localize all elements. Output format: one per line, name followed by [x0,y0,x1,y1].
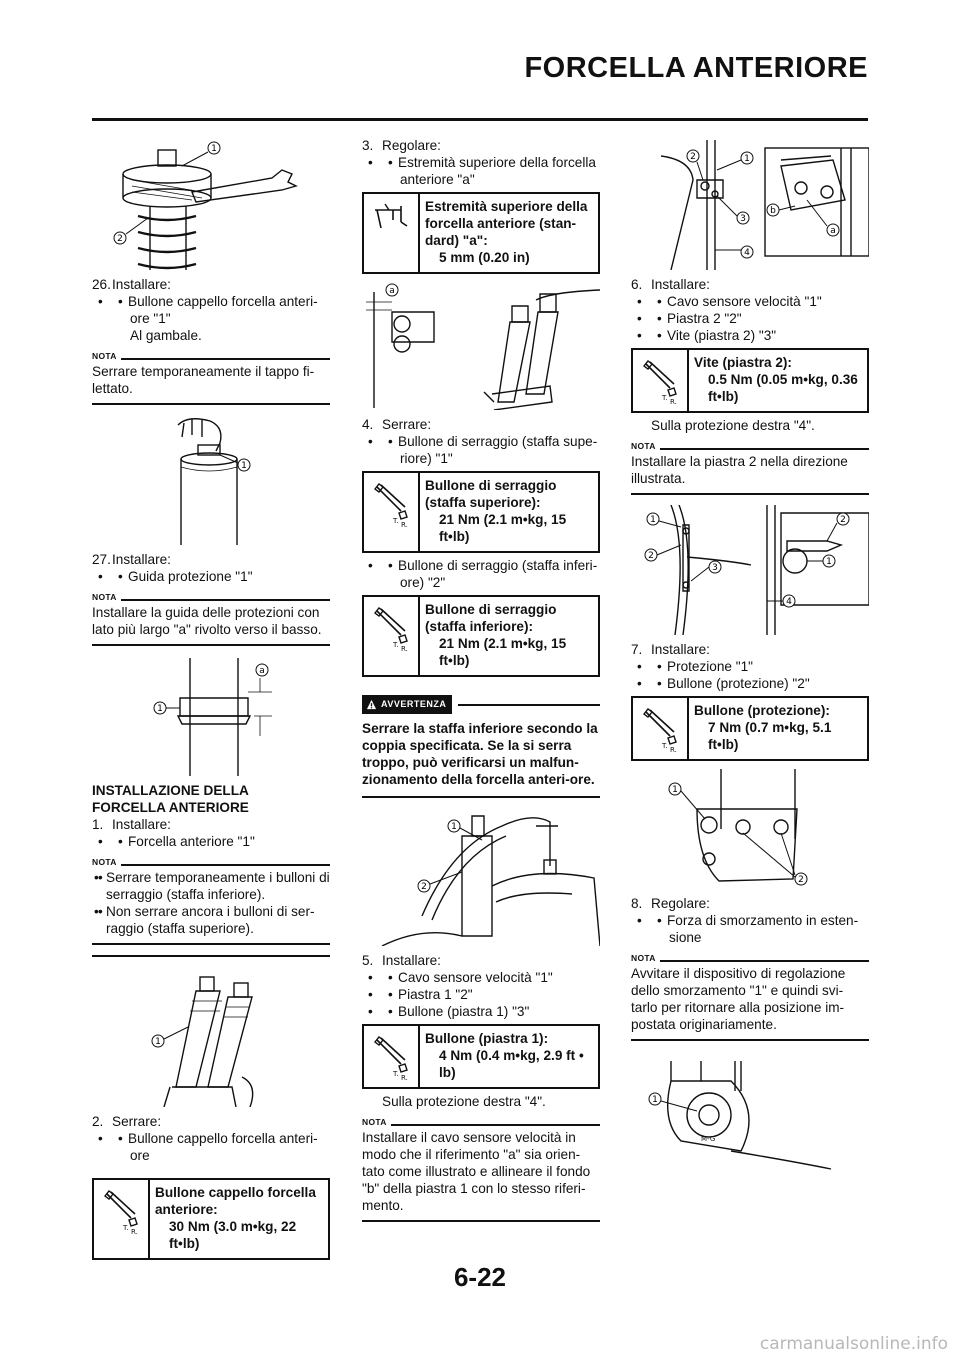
callout-1-right [807,555,835,567]
svg-text:1: 1 [744,154,750,164]
nota-4-text: Installare il cavo sensore velocità in modo che il riferimento "a" sia orien-tato come illustrato e allineare il fondo "b" della piastra 1 con lo stesso riferi-mento. [362,1130,591,1213]
torque-wrench-icon [364,1026,420,1087]
nota-3-bullet-1: • • Serrare temporaneamente i bulloni di serraggio (staffa inferiore). [92,869,330,903]
torque-wrench-icon [633,350,689,411]
step-6: 6. Installare: [631,277,710,292]
step-7: 7. Installare: [631,642,710,657]
spec-box-plate-2 [631,348,869,413]
nota-3: NOTA • • Serrare temporaneamente i bulloni di serraggio (staffa inferiore). • • Non serrare ancora i bulloni di ser-raggio (staffa superiore). [92,858,330,945]
title-rule [92,118,868,121]
callout-2 [687,150,703,180]
spec-value: ft•lb) [708,389,739,404]
spec-value: 30 Nm (3.0 m•kg, 22 [169,1219,297,1234]
svg-text:a: a [389,286,395,296]
step-6-bullet-1: • • Cavo sensore velocità "1" [631,293,869,310]
svg-text:3: 3 [740,214,746,224]
callout-1 [717,152,753,170]
spec-label: Bullone (protezione): [694,703,830,718]
column-2 [362,137,600,1232]
torque-wrench-icon [94,1180,150,1258]
footer-watermark-url: carmanualsonline.info [759,1334,948,1354]
svg-text:3: 3 [712,563,718,573]
nota-6: NOTA Avvitare il dispositivo di regolazione dello smorzamento "1" e quindi svi-tarlo per ritornare alla posizione im-postata originariamente. [631,954,869,1041]
step-1: 1. Installare: [92,817,171,832]
figure-damping-adjuster [631,1051,869,1181]
spec-label: dard) "a": [425,233,488,248]
svg-text:2: 2 [690,152,696,162]
svg-text:1: 1 [650,515,656,525]
nota-3-bullet-2: • • Non serrare ancora i bulloni di ser-raggio (staffa superiore). [92,903,330,937]
plate-2-direction-illustration [631,505,869,635]
fork-height-illustration [362,282,600,410]
step-3: 3. Regolare: [362,138,441,153]
warning-badge: AVVERTENZA [362,695,452,714]
spec-box-fork-top [362,192,600,274]
step-2: 2. Serrare: [92,1114,162,1129]
step-4-bullet-2-cont: ore) "2" [400,575,446,590]
mg-label: M-G [701,1135,716,1143]
warning-triangle-icon [366,699,377,710]
spec-label: Estremità superiore della [425,199,588,214]
spec-value: ft•lb) [169,1236,200,1251]
figure-fork-height [362,282,600,410]
sensor-cable-illustration [362,806,600,946]
svg-text:1: 1 [211,144,217,154]
callout-1 [649,1093,697,1111]
torque-wrench-icon [633,698,689,759]
step-4-bullet-1: • • Bullone di serraggio (staffa supe- [362,433,600,450]
spec-value: 21 Nm (2.1 m•kg, 15 [439,636,567,651]
section-heading-line2: FORCELLA ANTERIORE [92,800,249,815]
step-8-bullet-cont: sione [669,930,702,945]
figure-fork-cap-wrench [92,140,330,270]
spec-box-cap-bolt [92,1178,330,1260]
spec-label: Bullone cappello forcella [155,1185,316,1200]
fork-cap-wrench-illustration [92,140,330,270]
spec-label: Bullone di serraggio [425,478,557,493]
svg-text:2: 2 [840,515,846,525]
callout-1 [154,702,180,714]
spec-label: Vite (piastra 2): [694,355,792,370]
spec-label: anteriore: [155,1202,218,1217]
svg-text:1: 1 [241,461,247,471]
svg-text:a: a [830,226,836,236]
page-title: FORCELLA ANTERIORE [524,52,868,84]
figure-cap-hand [92,415,330,545]
spec-value: 0.5 Nm (0.05 m•kg, 0.36 [708,372,858,387]
svg-text:4: 4 [744,248,750,258]
figure-sensor-cable [362,806,600,946]
step-4-bullet-1-cont: riore) "1" [400,451,453,466]
nota-2: NOTA Installare la guida delle protezioni con lato più largo "a" rivolto verso il basso. [92,593,330,646]
callout-1 [448,820,482,840]
step-4-bullet-2: • • Bullone di serraggio (staffa inferi- [362,557,600,574]
column-1 [92,132,330,1264]
nota-1 [92,352,330,405]
step-3-bullet: • • Estremità superiore della forcella [362,154,600,171]
svg-text:b: b [770,206,776,216]
svg-text:1: 1 [672,785,678,795]
step-4: 4. Serrare: [362,417,432,432]
spec-label: Bullone di serraggio [425,602,557,617]
svg-text:2: 2 [421,882,427,892]
svg-text:1: 1 [155,1037,161,1047]
figure-sensor-plate-1 [631,140,869,270]
step-6-after: Sulla protezione destra "4". [651,418,815,433]
figure-plate-2-direction [631,505,869,635]
figure-protector-bolts [631,769,869,889]
svg-text:2: 2 [648,551,654,561]
step-7-bullet-2: • • Bullone (protezione) "2" [631,675,869,692]
warning-block [362,695,600,798]
callout-3 [691,561,721,581]
callout-a [807,200,839,236]
callout-2 [114,218,148,244]
spec-label: (staffa inferiore): [425,619,534,634]
callout-2 [743,833,807,885]
step-7-bullet-1: • • Protezione "1" [631,658,869,675]
nota-6-text: Avvitare il dispositivo di regolazione dello smorzamento "1" e quindi svi-tarlo per ritornare alla posizione im-postata originariamente. [631,966,846,1032]
spec-box-protector [631,696,869,761]
cap-hand-illustration [92,415,330,545]
svg-text:1: 1 [826,557,832,567]
spec-value: 5 mm (0.20 in) [439,250,530,265]
spec-value: 21 Nm (2.1 m•kg, 15 [439,512,567,527]
svg-text:1: 1 [652,1095,658,1105]
callout-1 [182,142,220,166]
figure-front-fork [92,967,330,1107]
figure-protector-guide [92,656,330,776]
front-fork-illustration [92,967,330,1107]
callout-1 [152,1027,188,1047]
callout-4 [715,246,753,258]
step-26-note: Al gambale. [130,328,202,343]
spec-value: ft•lb) [439,653,470,668]
step-26: 26.Installare: [92,277,171,292]
nota-5-text: Installare la piastra 2 nella direzione illustrata. [631,454,848,486]
step-5-bullet-3: • • Bullone (piastra 1) "3" [362,1003,600,1020]
callout-a [256,664,268,676]
svg-text:1: 1 [157,704,163,714]
step-1-bullet: • • Forcella anteriore "1" [92,833,330,850]
sensor-plate-1-illustration [631,140,869,270]
step-5-bullet-1: • • Cavo sensore velocità "1" [362,969,600,986]
step-26-bullet-cont: ore "1" [130,311,171,326]
torque-wrench-icon [364,597,420,675]
spec-label: Bullone (piastra 1): [425,1031,549,1046]
callout-2 [645,545,681,561]
step-5-after: Sulla protezione destra "4". [382,1094,546,1109]
spec-label: forcella anteriore (stan- [425,216,577,231]
nota-5: NOTA Installare la piastra 2 nella direzione illustrata. [631,442,869,495]
step-3-bullet-cont: anteriore "a" [400,172,475,187]
step-26-bullet: • • Bullone cappello forcella anteri- [92,293,330,310]
spec-value: lb) [439,1065,456,1080]
protector-bolts-illustration [631,769,869,889]
callout-1 [669,783,705,819]
spec-box-lower-clamp [362,595,600,677]
section-heading-line1: INSTALLAZIONE DELLA [92,783,249,798]
svg-text:2: 2 [117,234,123,244]
torque-wrench-icon [364,473,420,551]
spec-box-plate-1 [362,1024,600,1089]
damping-adjuster-illustration [631,1051,869,1181]
nota-4: NOTA Installare il cavo sensore velocità in modo che il riferimento "a" sia orien-tato come illustrato e allineare il fondo "b" della piastra 1 con lo stesso riferi-mento. [362,1118,600,1222]
caliper-icon [364,194,420,272]
spec-box-upper-clamp [362,471,600,553]
svg-text:a: a [259,666,265,676]
nota-1-text: Serrare temporaneamente il tappo fi-lettato. [92,364,315,396]
svg-text:2: 2 [798,875,804,885]
step-6-bullet-3: • • Vite (piastra 2) "3" [631,327,869,344]
callout-3 [717,196,749,224]
spec-value: 4 Nm (0.4 m•kg, 2.9 ft • [439,1048,584,1063]
step-2-bullet: • • Bullone cappello forcella anteri- [92,1130,330,1147]
step-5-bullet-2: • • Piastra 1 "2" [362,986,600,1003]
warning-text: Serrare la staffa inferiore secondo la coppia specificata. Se la si serra troppo, può verificarsi un malfun-zionamento della forcella anteri-ore. [362,721,598,787]
step-27: 27.Installare: [92,552,171,567]
svg-text:1: 1 [451,822,457,832]
spec-value: 7 Nm (0.7 m•kg, 5.1 [708,720,832,735]
step-8: 8. Regolare: [631,896,710,911]
spec-value: ft•lb) [708,737,739,752]
spec-value: ft•lb) [439,529,470,544]
step-6-bullet-2: • • Piastra 2 "2" [631,310,869,327]
separator [92,955,330,957]
column-3 [631,132,869,1187]
page-number: 6-22 [453,1262,507,1292]
nota-label: NOTA [92,351,117,361]
callout-a [386,284,398,296]
step-2-bullet-cont: ore [130,1148,150,1163]
step-8-bullet: • • Forza di smorzamento in esten- [631,912,869,929]
step-27-bullet: • • Guida protezione "1" [92,568,330,585]
nota-2-text: Installare la guida delle protezioni con lato più largo "a" rivolto verso il basso. [92,605,322,637]
svg-text:4: 4 [786,597,792,607]
spec-label: (staffa superiore): [425,495,541,510]
protector-guide-illustration [92,656,330,776]
callout-2-right [827,513,849,541]
step-5: 5. Installare: [362,953,441,968]
